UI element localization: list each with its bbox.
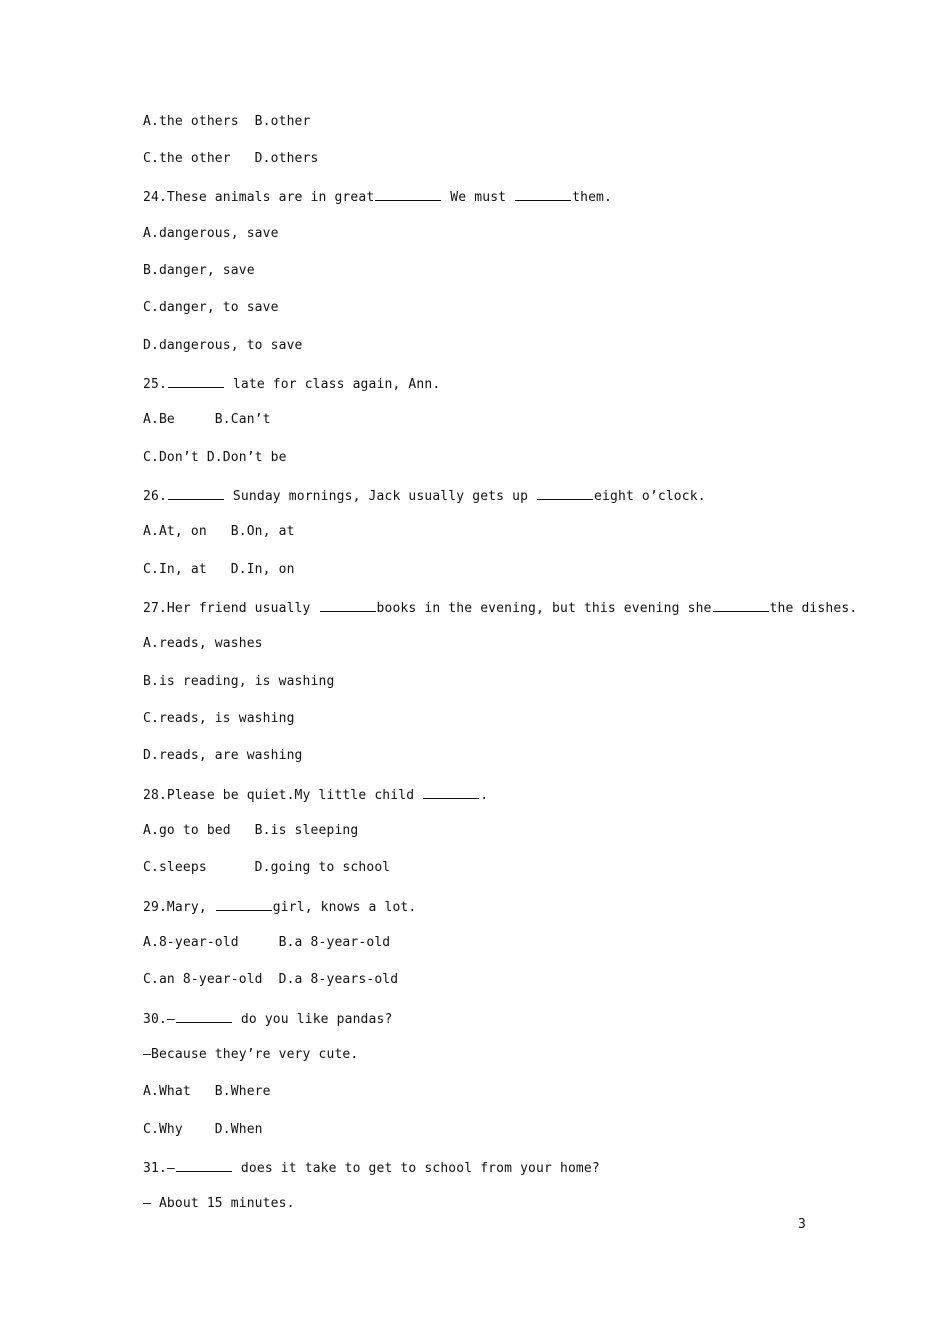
q24-stem: [143, 188, 612, 206]
line-text: 28.Please be quiet.My little child: [143, 788, 423, 803]
answer-blank: [176, 1010, 232, 1023]
line-text: 27.Her friend usually: [143, 601, 319, 616]
line-text: girl, knows a lot.: [272, 900, 417, 915]
line-text: — About 15 minutes.: [143, 1196, 295, 1211]
line-text: C.danger, to save: [143, 300, 279, 315]
line-text: A.the others B.other: [143, 114, 311, 129]
line-text: them.: [572, 190, 613, 205]
answer-blank: [537, 487, 593, 500]
line-text: A.8-year-old B.a 8-year-old: [143, 935, 391, 950]
line-text: 31.—: [143, 1161, 175, 1176]
q26-options-cd: [143, 562, 295, 578]
answer-blank: [320, 599, 376, 612]
q26-options-ab: [143, 524, 295, 540]
line-text: .: [480, 788, 489, 803]
line-text: eight o’clock.: [594, 489, 706, 504]
q25-options-cd: [143, 450, 287, 466]
answer-blank: [168, 375, 224, 388]
line-text: D.reads, are washing: [143, 748, 303, 763]
answer-blank: [176, 1159, 232, 1172]
q30-options-cd: [143, 1122, 263, 1138]
q30-options-ab: [143, 1084, 271, 1100]
q27-stem: [143, 599, 857, 617]
line-text: the dishes.: [769, 601, 858, 616]
q23-options-ab: [143, 114, 311, 130]
answer-blank: [423, 786, 479, 799]
line-text: 25.: [143, 377, 167, 392]
q24-option-b: [143, 263, 255, 279]
page-number: 3: [798, 1217, 806, 1232]
q24-option-d: [143, 338, 303, 354]
line-text: A.reads, washes: [143, 636, 263, 651]
line-text: C.sleeps D.going to school: [143, 860, 391, 875]
q28-options-cd: [143, 860, 390, 876]
line-text: C.reads, is washing: [143, 711, 295, 726]
q29-options-ab: [143, 935, 390, 951]
line-text: —Because they’re very cute.: [143, 1047, 359, 1062]
line-text: A.What B.Where: [143, 1084, 271, 1099]
line-text: C.Why D.When: [143, 1122, 263, 1137]
line-text: C.an 8-year-old D.a 8-years-old: [143, 972, 399, 987]
q26-stem: [143, 487, 706, 505]
line-text: 24.These animals are in great: [143, 190, 375, 205]
line-text: does it take to get to school from your home?: [232, 1161, 600, 1176]
answer-blank: [515, 188, 571, 201]
q25-options-ab: [143, 412, 271, 428]
q25-stem: [143, 375, 440, 393]
q30-stem: [143, 1010, 392, 1028]
q27-option-b: [143, 674, 334, 690]
line-text: C.Don’t D.Don’t be: [143, 450, 287, 465]
q24-option-a: [143, 226, 279, 242]
q27-option-c: [143, 711, 295, 727]
line-text: D.dangerous, to save: [143, 338, 303, 353]
q27-option-d: [143, 748, 303, 764]
line-text: B.is reading, is washing: [143, 674, 335, 689]
answer-blank: [375, 188, 441, 201]
line-text: books in the evening, but this evening she: [376, 601, 712, 616]
line-text: A.go to bed B.is sleeping: [143, 823, 359, 838]
q31-reply: [143, 1196, 295, 1212]
answer-blank: [713, 599, 769, 612]
line-text: B.danger, save: [143, 263, 255, 278]
q23-options-cd: [143, 151, 319, 167]
q31-stem: [143, 1159, 600, 1177]
q28-stem: [143, 786, 488, 804]
q27-option-a: [143, 636, 263, 652]
line-text: A.At, on B.On, at: [143, 524, 295, 539]
line-text: A.Be B.Can’t: [143, 412, 271, 427]
answer-blank: [168, 487, 224, 500]
line-text: C.In, at D.In, on: [143, 562, 295, 577]
line-text: Sunday mornings, Jack usually gets up: [224, 489, 537, 504]
line-text: do you like pandas?: [232, 1012, 393, 1027]
q29-stem: [143, 898, 416, 916]
q29-options-cd: [143, 972, 398, 988]
q30-reply: [143, 1047, 358, 1063]
answer-blank: [216, 898, 272, 911]
line-text: A.dangerous, save: [143, 226, 279, 241]
line-text: 29.Mary,: [143, 900, 215, 915]
q24-option-c: [143, 300, 279, 316]
q28-options-ab: [143, 823, 358, 839]
line-text: late for class again, Ann.: [224, 377, 441, 392]
line-text: 30.—: [143, 1012, 175, 1027]
line-text: We must: [442, 190, 515, 205]
line-text: C.the other D.others: [143, 151, 319, 166]
line-text: 26.: [143, 489, 167, 504]
